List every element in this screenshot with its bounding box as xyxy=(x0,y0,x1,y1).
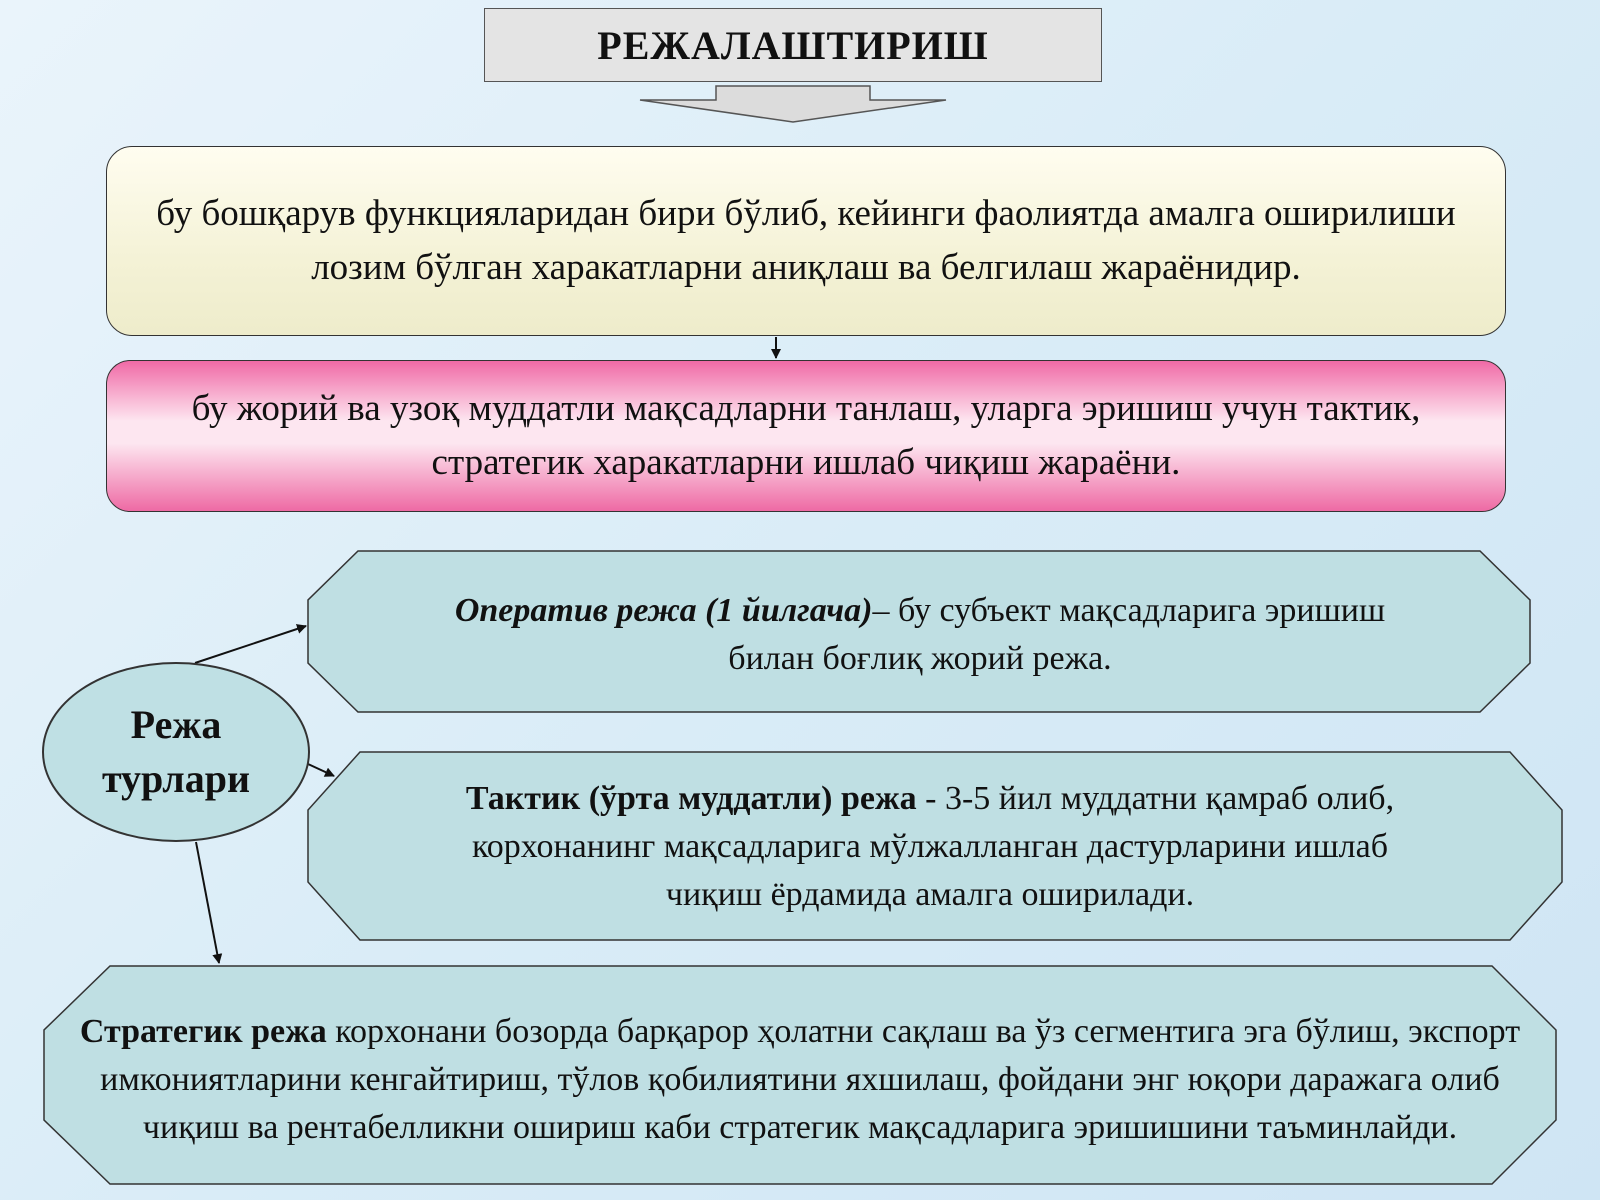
strategic-plan-desc: корхонани бозорда барқарор ҳолатни сақлаш ва ўз сегментига эга бўлиш, экспорт имкониятларини кенгайтириш, тўлов қобилиятини яхшилаш, фойдани энг юқори даражага олиб чиқиш ва рентабелликни ошириш каби стратегик мақсадларига эришишини таъминлайди. xyxy=(100,1013,1521,1146)
plan-types-label-line1: Режа xyxy=(130,702,222,747)
definition-1-text: бу бошқарув функцияларидан бири бўлиб, кейинги фаолиятда амалга оширилиши лозим бўлган харакатларни аниқлаш ва белгилаш жараёнидир. xyxy=(156,193,1456,288)
definition-box-1 xyxy=(106,146,1506,336)
operative-plan-text xyxy=(420,580,1420,690)
tactical-plan-title: Тактик (ўрта муддатли) режа xyxy=(465,780,917,817)
arrow-to-operative xyxy=(195,626,306,663)
tactical-plan-desc: - 3-5 йил муддатни қамраб олиб, корхонанинг мақсадларига мўлжалланган дастурларини ишлаб чиқиш ёрдамида амалга оширилади. xyxy=(471,780,1395,913)
operative-plan-title: Оператив режа (1 йилгача) xyxy=(454,592,873,629)
definition-box-2 xyxy=(106,360,1506,512)
strategic-plan-title: Стратегик режа xyxy=(79,1013,327,1050)
arrow-to-strategic xyxy=(196,842,219,963)
plan-types-label-line2: турлари xyxy=(101,756,251,801)
arrow-to-tactical xyxy=(308,764,334,776)
title-box xyxy=(484,8,1102,82)
plan-types-ellipse xyxy=(42,662,310,842)
title-down-arrow xyxy=(640,86,946,122)
definition-2-text: бу жорий ва узоқ муддатли мақсадларни танлаш, уларга эришиш учун тактик, стратегик харакатларни ишлаб чиқиш жараёни. xyxy=(191,388,1421,483)
diagram-title: РЕЖАЛАШТИРИШ xyxy=(597,22,989,68)
operative-plan-desc: – бу субъект мақсадларига эришиш билан боғлиқ жорий режа. xyxy=(728,592,1386,677)
strategic-plan-text xyxy=(70,982,1530,1178)
tactical-plan-text xyxy=(420,772,1440,922)
